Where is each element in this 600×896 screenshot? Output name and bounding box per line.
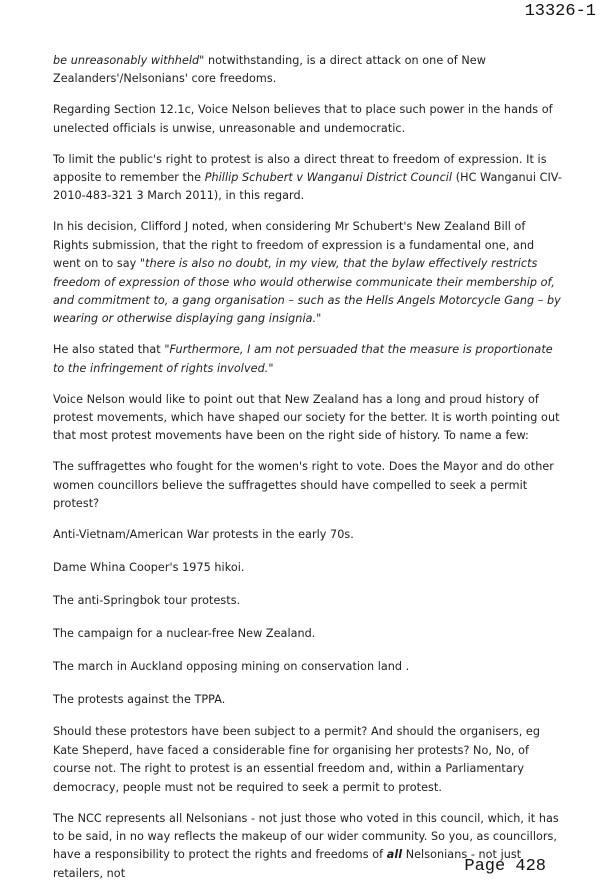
list-item-tppa: The protests against the TPPA. (53, 692, 226, 706)
paragraph-protest-history: Voice Nelson would like to point out that New Zealand has a long and proud history of protest movements, which have shaped our society for the better. It is worth pointing out that most protest movements have been on the right side of history. To name a few: (53, 392, 560, 443)
paragraph-proportionate (53, 341, 563, 378)
paragraph-text: To limit the public's right to protest is also a direct threat to freedom of expression. It is apposite to remember the (53, 152, 547, 185)
paragraph-text: The NCC represents all Nelsonians - not just those who voted in this council, which, it has to be said, in no way reflects the makeup of our wider community. So you, as councillors, have a responsibility to protect the rights and freedoms of (53, 811, 559, 862)
document-body (53, 52, 563, 896)
list-item-hikoi: Dame Whina Cooper's 1975 hikoi. (53, 560, 245, 574)
italic-quote: "Furthermore, I am not persuaded that the measure is proportionate to the infringement of rights involved." (53, 343, 553, 375)
paragraph-permit-question: Should these protestors have been subject to a permit? And should the organisers, eg Kate Sheperd, have faced a considerable fine for organising her protests? No, No, of course not. The right to protest is an essential freedom and, within a Parliamentary democracy, people must not be required to seek a permit to protest. (53, 725, 541, 794)
italic-quote: "there is also no doubt, in my view, that the bylaw effectively restricts freedom of expression of those who would otherwise communicate their membership of, and commitment to, a gang organisation – such as the Hells Angels Motorcycle Gang – by wearing or otherwise displaying gang insignia." (53, 257, 561, 326)
paragraph-clifford-decision (53, 218, 563, 328)
case-citation: Phillip Schubert v Wanganui District Council (204, 171, 453, 185)
paragraph-text: He also stated that (53, 343, 165, 357)
paragraph-freedom-of-expression (53, 151, 563, 206)
paragraph-text: Nelsonians - not just retailers, not (53, 848, 522, 880)
paragraph-text: In his decision, Clifford J noted, when considering Mr Schubert's New Zealand Bill of Rights submission, that the right to freedom of expression is a fundamental one, and went on to say (53, 220, 535, 271)
list-item-vietnam: Anti-Vietnam/American War protests in the early 70s. (53, 528, 354, 542)
paragraph-text: (HC Wanganui CIV-2010-483-321 3 March 2011), in this regard. (53, 171, 562, 203)
list-item-nuclear-free: The campaign for a nuclear-free New Zealand. (53, 626, 316, 640)
document-id: 13326-1 (524, 2, 596, 21)
list-item-springbok: The anti-Springbok tour protests. (53, 593, 241, 607)
paragraph-section-12-1c: Regarding Section 12.1c, Voice Nelson believes that to place such power in the hands of unelected officials is unwise, unreasonable and undemocratic. (53, 103, 553, 135)
paragraph-text: notwithstanding, is a direct attack on one of New Zealanders'/Nelsonians' core freedoms. (53, 54, 486, 86)
emphasis-all: all (386, 848, 403, 862)
page-number: Page 428 (464, 857, 546, 876)
paragraph-suffragettes: The suffragettes who fought for the women's right to vote. Does the Mayor and do other women councillors believe the suffragettes should have compelled to seek a permit protest? (53, 460, 554, 511)
italic-quote: be unreasonably withheld" (53, 54, 205, 67)
paragraph-withheld (53, 52, 563, 89)
list-item-mining-march: The march in Auckland opposing mining on conservation land . (53, 659, 410, 673)
